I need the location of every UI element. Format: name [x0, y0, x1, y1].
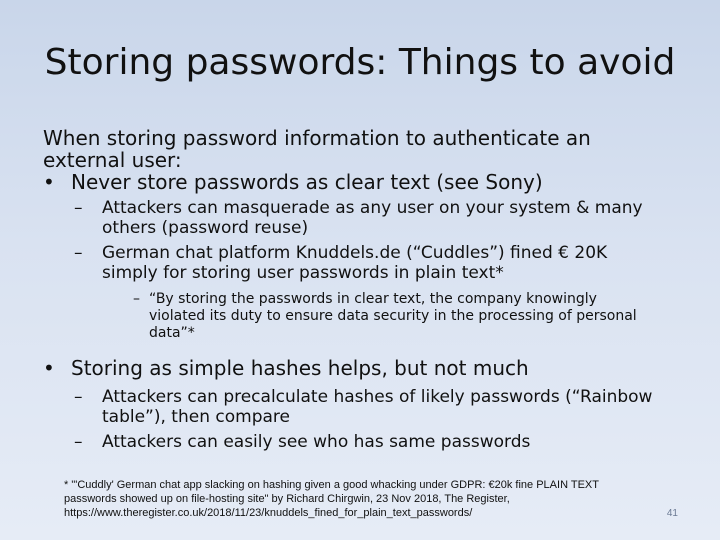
- dash-marker: –: [133, 291, 140, 307]
- footnote: [64, 478, 664, 520]
- sub-bullet-same-passwords: [74, 432, 703, 452]
- bullet-text: Storing as simple hashes helps, but not much: [71, 356, 529, 380]
- quote-line: violated its duty to ensure data security in the processing of personal: [149, 308, 637, 324]
- sub-bullet-knuddels: [74, 243, 703, 283]
- footnote-line: passwords showed up on file-hosting site" by Richard Chirgwin, 23 Nov 2018, The Register,: [64, 493, 510, 505]
- sub-bullet-masquerade: [74, 198, 703, 238]
- quote-line: “By storing the passwords in clear text, the company knowingly: [149, 291, 597, 307]
- sub-bullet-line: German chat platform Knuddels.de (“Cuddles”) fined € 20K: [102, 243, 608, 263]
- page-number: 41: [666, 508, 678, 519]
- dash-marker: –: [74, 243, 83, 263]
- bullet-marker: •: [43, 170, 55, 194]
- footnote-url: https://www.theregister.co.uk/2018/11/23/knuddels_fined_for_plain_text_passwords/: [64, 507, 473, 519]
- slide-title: Storing passwords: Things to avoid: [44, 42, 676, 83]
- quote-bullet: [133, 291, 703, 342]
- quote-line: data”*: [149, 325, 195, 341]
- dash-marker: –: [74, 198, 83, 218]
- sub-bullet-line: simply for storing user passwords in plain text*: [102, 263, 504, 283]
- footnote-line: * "'Cuddly' German chat app slacking on hashing given a good whacking under GDPR: €20k fine PLAIN TEXT: [64, 479, 599, 491]
- dash-marker: –: [74, 432, 83, 452]
- sub-bullet-rainbow: [74, 387, 703, 427]
- intro-line-2: external user:: [43, 148, 182, 172]
- sub-bullet-line: Attackers can masquerade as any user on your system & many: [102, 198, 643, 218]
- sub-bullet-line: Attackers can precalculate hashes of likely passwords (“Rainbow: [102, 387, 653, 407]
- dash-marker: –: [74, 387, 83, 407]
- sub-bullet-line: Attackers can easily see who has same passwords: [102, 432, 531, 452]
- intro-line-1: When storing password information to authenticate an: [43, 126, 591, 150]
- bullet-text: Never store passwords as clear text (see Sony): [71, 170, 543, 194]
- bullet-simple-hashes: [43, 357, 703, 379]
- bullet-clear-text: [43, 171, 703, 193]
- bullet-marker: •: [43, 356, 55, 380]
- slide-body: [43, 127, 703, 452]
- sub-bullet-line: others (password reuse): [102, 218, 309, 238]
- sub-bullet-line: table”), then compare: [102, 407, 290, 427]
